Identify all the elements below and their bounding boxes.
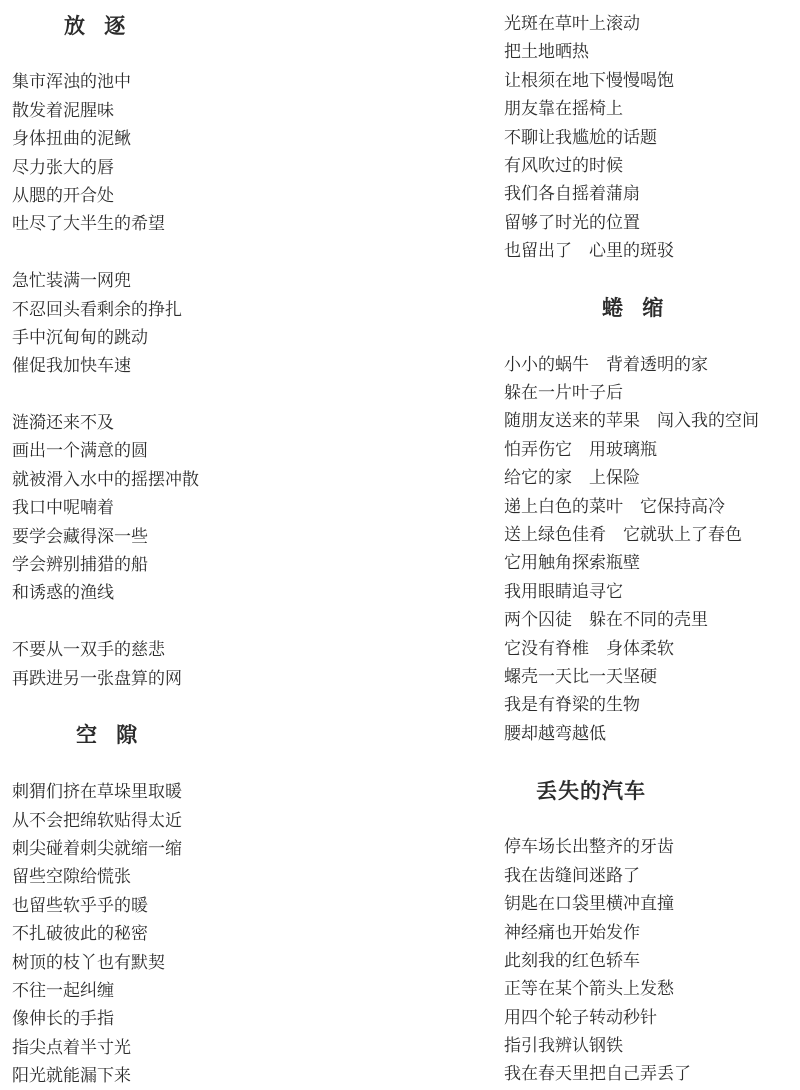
poem-line: 急忙装满一网兜 xyxy=(12,271,131,292)
poem-line: 随朋友送来的苹果 闯入我的空间 xyxy=(504,411,759,432)
spacer xyxy=(504,748,794,776)
poem-line: 身体扭曲的泥鳅 xyxy=(12,129,131,150)
poem-line: 学会辨别捕猎的船 xyxy=(12,555,148,576)
poem-line: 从不会把绵软贴得太近 xyxy=(12,810,182,831)
poem-line: 不扎破彼此的秘密 xyxy=(12,924,148,945)
poem-line: 留些空隙给慌张 xyxy=(12,867,131,888)
poem-line: 像伸长的手指 xyxy=(12,1009,114,1030)
poem-line: 画出一个满意的圆 xyxy=(12,441,148,462)
poem-line: 停车场长出整齐的牙齿 xyxy=(504,837,674,858)
right-column xyxy=(504,0,794,1089)
poem-title-kongxi: 空 隙 xyxy=(76,722,144,748)
poem-line: 集市浑浊的池中 xyxy=(12,72,131,93)
poem-line: 它用触角探索瓶壁 xyxy=(504,553,640,574)
spacer xyxy=(12,750,372,778)
poem-line: 躲在一片叶子后 xyxy=(504,383,623,404)
poem-line: 吐尽了大半生的希望 xyxy=(12,214,165,235)
poem-line: 尽力张大的唇 xyxy=(12,157,114,178)
poem-line: 我在春天里把自己弄丢了 xyxy=(504,1064,691,1085)
poem-line: 阳光就能漏下来 xyxy=(12,1066,131,1087)
poem-line: 散发着泥腥味 xyxy=(12,100,114,121)
poem-line: 手中沉甸甸的跳动 xyxy=(12,327,148,348)
spacer xyxy=(504,266,794,294)
poem-line: 正等在某个箭头上发愁 xyxy=(504,979,674,1000)
spacer xyxy=(12,693,372,721)
poem-line: 让根须在地下慢慢喝饱 xyxy=(504,70,674,91)
poem-line: 不要从一双手的慈悲 xyxy=(12,640,165,661)
stanza xyxy=(12,636,372,693)
poem-line: 也留些软乎乎的暖 xyxy=(12,895,148,916)
poem-line: 怕弄伤它 用玻璃瓶 xyxy=(504,439,657,460)
poem-line: 神经痛也开始发作 xyxy=(504,922,640,943)
poem-line: 不忍回头看剩余的挣扎 xyxy=(12,299,182,320)
poem-line: 和诱惑的渔线 xyxy=(12,583,114,604)
poem-line: 光斑在草叶上滚动 xyxy=(504,14,640,34)
poem-line: 钥匙在口袋里横冲直撞 xyxy=(504,894,674,915)
poem-line: 刺尖碰着刺尖就缩一缩 xyxy=(12,838,182,859)
poem-line: 涟漪还来不及 xyxy=(12,413,114,434)
poem-line: 用四个轮子转动秒针 xyxy=(504,1007,657,1028)
stanza xyxy=(12,267,372,381)
poem-title-fangzhu: 放 逐 xyxy=(64,13,132,38)
poem-line: 两个囚徒 躲在不同的壳里 xyxy=(504,610,708,631)
poem-line: 不往一起纠缠 xyxy=(12,980,114,1001)
stanza xyxy=(504,0,794,266)
poem-line: 它没有脊椎 身体柔软 xyxy=(504,638,674,659)
poem-line: 此刻我的红色轿车 xyxy=(504,950,640,971)
stanza xyxy=(12,409,372,608)
poem-title-diushi-de-qiche: 丢失的汽车 xyxy=(536,777,646,803)
poem-title-quansuo: 蜷 缩 xyxy=(602,294,670,320)
poem-line: 指引我辨认钢铁 xyxy=(504,1036,623,1057)
stanza xyxy=(12,778,372,1090)
poem-line: 就被滑入水中的摇摆冲散 xyxy=(12,469,199,490)
poem-line: 留够了时光的位置 xyxy=(504,212,640,233)
left-column xyxy=(12,0,372,1090)
poem-line: 送上绿色佳肴 它就驮上了春色 xyxy=(504,525,742,546)
poem-line: 腰却越弯越低 xyxy=(504,723,606,744)
poem-line: 螺壳一天比一天坚硬 xyxy=(504,666,657,687)
spacer xyxy=(12,40,372,68)
poem-line: 指尖点着半寸光 xyxy=(12,1037,131,1058)
poem-line: 催促我加快车速 xyxy=(12,356,131,377)
poem-line: 从腮的开合处 xyxy=(12,185,114,206)
stanza xyxy=(504,833,794,1089)
poem-line: 我们各自摇着蒲扇 xyxy=(504,184,640,205)
poem-line: 我是有脊梁的生物 xyxy=(504,695,640,716)
spacer xyxy=(504,322,794,350)
poem-line: 不聊让我尴尬的话题 xyxy=(504,127,657,148)
spacer xyxy=(504,805,794,833)
poem-line: 小小的蜗牛 背着透明的家 xyxy=(504,354,708,375)
poem-line: 刺猬们挤在草垛里取暖 xyxy=(12,782,182,803)
spacer xyxy=(12,608,372,636)
poem-line: 递上白色的菜叶 它保持高冷 xyxy=(504,496,725,517)
poem-line: 再跌进另一张盘算的网 xyxy=(12,668,182,689)
poem-line: 我口中呢喃着 xyxy=(12,498,114,519)
stanza xyxy=(12,68,372,238)
poem-line: 朋友靠在摇椅上 xyxy=(504,99,623,120)
poem-line: 要学会藏得深一些 xyxy=(12,526,148,547)
stanza xyxy=(504,351,794,748)
poem-line: 也留出了 心里的斑驳 xyxy=(504,241,674,262)
poem-line: 给它的家 上保险 xyxy=(504,468,640,489)
poem-line: 有风吹过的时候 xyxy=(504,155,623,176)
poem-line: 树顶的枝丫也有默契 xyxy=(12,952,165,973)
spacer xyxy=(12,381,372,409)
spacer xyxy=(12,239,372,267)
poem-line: 我在齿缝间迷路了 xyxy=(504,865,640,886)
poem-line: 把土地晒热 xyxy=(504,42,589,63)
poem-line: 我用眼睛追寻它 xyxy=(504,581,623,602)
